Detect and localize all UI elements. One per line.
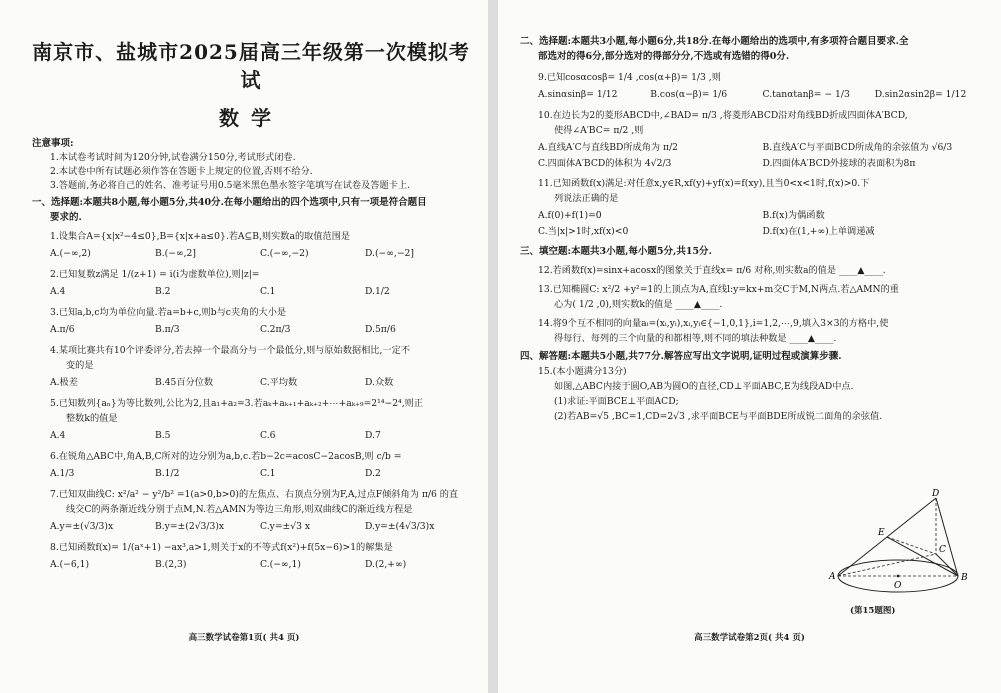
- label-e: E: [878, 528, 885, 538]
- question-7: [32, 487, 470, 534]
- question-14-cont: 得每行、每列的三个向量的和都相等,则不同的填法种数是 ____▲____.: [554, 333, 837, 344]
- question-stem-cont: 得每行、每列的三个向量的和都相等,则不同的填法种数是: [554, 333, 787, 344]
- option-c: C.平均数: [260, 377, 298, 388]
- question-stem: 2.已知复数z满足 1/(z+1) = i(i为虚数单位),则|z|=: [50, 269, 260, 280]
- option-d: D.(2,+∞): [365, 559, 407, 570]
- answer-blank-mark: ▲: [693, 299, 701, 310]
- option-d: D.f(x)在(1,+∞)上单调递减: [762, 226, 875, 237]
- exam-page-2: [498, 0, 1001, 693]
- option-b: B.直线A′C与平面BCD所成角的余弦值为 √6/3: [762, 142, 953, 153]
- option-b: B.2: [155, 286, 171, 297]
- option-b: B.cos(α−β)= 1/6: [650, 89, 728, 100]
- option-a: A.直线A′C与直线BD所成角为 π/2: [538, 142, 679, 153]
- question-stem-cont: 列说法正确的是: [554, 193, 619, 204]
- edge-be: [887, 537, 958, 576]
- question-stem: 5.已知数列{aₙ}为等比数列,公比为2,且a₁+a₂=3.若aₖ+aₖ₊₁+aₖ₊₂+⋯+aₖ₊₉=2¹⁴−2⁴,则正: [50, 398, 424, 409]
- section1-heading-cont: 要求的.: [50, 212, 82, 223]
- label-o: O: [894, 581, 902, 591]
- option-b: B.y=±(2√3/3)x: [155, 521, 225, 532]
- question-3: [32, 305, 470, 337]
- option-c: C.四面体A′BCD的体积为 4√2/3: [538, 158, 672, 169]
- notice-item: 2.本试卷中所有试题必须作答在答题卡上规定的位置,否则不给分.: [50, 166, 313, 177]
- question-11: [520, 176, 987, 240]
- question-15-part1: (1)求证:平面BCE⊥平面ACD;: [554, 396, 679, 407]
- notice-item: 3.答题前,务必将自己的姓名、准考证号用0.5毫米黑色墨水签字笔填写在试卷及答题卡上.: [50, 180, 410, 191]
- options-row: [32, 284, 470, 299]
- option-a: A.4: [50, 286, 66, 297]
- option-c: C.当|x|>1时,xf(x)<0: [538, 226, 629, 237]
- question-stem-cont: 变的是: [66, 360, 94, 371]
- question-14: 14.将9个互不相同的向量aᵢ=(xᵢ,yᵢ),xᵢ,yᵢ∈{−1,0,1},i=1,2,⋯,9,填入3×3的方格中,使: [538, 318, 889, 329]
- question-15-part2: (2)若AB=√5 ,BC=1,CD=2√3 ,求平面BCE与平面BDE所成锐二面角的余弦值.: [554, 411, 883, 422]
- question-stem: 12.若函数f(x)=sinx+acosx的图象关于直线x= π/6 对称,则实数a的值是: [538, 265, 837, 276]
- option-b: B.1/2: [155, 468, 180, 479]
- section3-heading: 三、填空题:本题共3小题,每小题5分,共15分.: [520, 246, 712, 257]
- edge-ce: [887, 537, 936, 554]
- section2-heading-cont: 部选对的得6分,部分选对的得部分分,不选或有选错的得0分.: [538, 51, 790, 62]
- options-row: [32, 519, 470, 534]
- option-a: A.y=±(√3/3)x: [50, 521, 114, 532]
- option-a: A.π/6: [50, 324, 75, 335]
- question-stem: 9.已知cosαcosβ= 1/4 ,cos(α+β)= 1/3 ,则: [538, 72, 721, 83]
- question-stem-cont: 线交C的两条渐近线分别于点M,N.若△AMN为等边三角形,则双曲线C的渐近线方程是: [66, 504, 413, 515]
- question-8: [32, 540, 470, 572]
- option-c: C.2π/3: [260, 324, 291, 335]
- options-row: [32, 246, 470, 261]
- option-c: C.(−∞,1): [260, 559, 301, 570]
- answer-blank-mark: ▲: [807, 333, 815, 344]
- option-d: D.5π/6: [365, 324, 396, 335]
- option-c: C.1: [260, 468, 276, 479]
- question-stem: 11.已知函数f(x)满足:对任意x,y∈R,xf(y)+yf(x)=f(xy),且当0<x<1时,f(x)>0.下: [538, 178, 870, 189]
- question-12: 12.若函数f(x)=sinx+acosx的图象关于直线x= π/6 对称,则实数a的值是 ____▲____.: [538, 265, 886, 276]
- option-b: B.f(x)为偶函数: [762, 210, 825, 221]
- question-2: [32, 267, 470, 299]
- question-15-stem: 如图,△ABC内接于圆O,AB为圆O的直径,CD⊥平面ABC,E为线段AD中点.: [554, 381, 854, 392]
- option-b: B.π/3: [155, 324, 180, 335]
- section1-heading: 一、选择题:本题共8小题,每小题5分,共40分.在每小题给出的四个选项中,只有一项是符合题目: [32, 197, 427, 208]
- option-d: D.(−∞,−2]: [365, 248, 414, 259]
- notice-item: 1.本试卷考试时间为120分钟,试卷满分150分,考试形式闭卷.: [50, 152, 296, 163]
- option-d: D.1/2: [365, 286, 390, 297]
- exam-title: 南京市、盐城市2025届高三年级第一次模拟考试: [32, 40, 470, 92]
- option-c: C.y=±√3 x: [260, 521, 311, 532]
- options-row: [32, 557, 470, 572]
- notice-header: 注意事项:: [32, 138, 74, 149]
- page-footer: 高三数学试卷第1页( 共4 页): [188, 633, 300, 643]
- question-1: [32, 229, 470, 261]
- options-row: [520, 87, 987, 102]
- options-row: [32, 428, 470, 443]
- question-6: [32, 449, 470, 481]
- question-stem: 7.已知双曲线C: x²/a² − y²/b² =1(a>0,b>0)的左焦点、右顶点分别为F,A,过点F倾斜角为 π/6 的直: [50, 489, 459, 500]
- figure-caption: (第15题图): [850, 606, 896, 616]
- option-a: A.1/3: [50, 468, 75, 479]
- option-a: A.f(0)+f(1)=0: [538, 210, 602, 221]
- label-d: D: [932, 489, 940, 499]
- option-b: B.(−∞,2]: [155, 248, 196, 259]
- option-d: D.7: [365, 430, 381, 441]
- question-4: [32, 343, 470, 390]
- label-b: B: [961, 573, 968, 583]
- question-stem-cont: 整数k的值是: [66, 413, 118, 424]
- option-d: D.2: [365, 468, 381, 479]
- question-stem: 3.已知a,b,c均为单位向量.若a=b+c,则b与c夹角的大小是: [50, 307, 287, 318]
- question-stem: 6.在锐角△ABC中,角A,B,C所对的边分别为a,b,c.若b−2c=acosC−2acosB,则 c/b =: [50, 451, 402, 462]
- label-c: C: [939, 545, 946, 555]
- options-row: [32, 466, 470, 481]
- question-stem: 1.设集合A={x|x²−4≤0},B={x|x+a≤0}.若A⊆B,则实数a的取值范围是: [50, 231, 351, 242]
- option-b: B.5: [155, 430, 171, 441]
- option-d: D.众数: [365, 377, 394, 388]
- question-5: [32, 396, 470, 443]
- option-a: A.4: [50, 430, 66, 441]
- option-d: D.y=±(4√3/3)x: [365, 521, 435, 532]
- q15-figure: [828, 488, 988, 618]
- options-row: [32, 375, 470, 390]
- page-footer: 高三数学试卷第2页( 共4 页): [694, 633, 805, 643]
- section4-heading: 四、解答题:本题共5小题,共77分.解答应写出文字说明,证明过程或演算步骤.: [520, 351, 842, 362]
- subject-title: 数学: [219, 106, 283, 130]
- option-b: B.45百分位数: [155, 377, 214, 388]
- option-d: D.sin2αsin2β= 1/12: [874, 89, 967, 100]
- option-c: C.1: [260, 286, 276, 297]
- question-13-cont: 心为( 1/2 ,0),则实数k的值是 ____▲____.: [554, 299, 723, 310]
- option-a: A.极差: [50, 377, 78, 388]
- option-c: C.6: [260, 430, 276, 441]
- question-10: [520, 108, 987, 172]
- section2-heading: 二、选择题:本题共3小题,每小题6分,共18分.在每小题给出的选项中,有多项符合题目要求.全: [520, 36, 909, 47]
- question-15-header: 15.(本小题满分13分): [538, 366, 627, 377]
- question-stem: 8.已知函数f(x)= 1/(aˣ+1) −ax³,a>1,则关于x的不等式f(x²)+f(5x−6)>1的解集是: [50, 542, 393, 553]
- option-a: A.(−∞,2): [50, 248, 91, 259]
- question-9: [520, 70, 987, 102]
- exam-page-1: [0, 0, 488, 693]
- question-stem: 10.在边长为2的菱形ABCD中,∠BAD= π/3 ,将菱形ABCD沿对角线BD折成四面体A′BCD,: [538, 110, 908, 121]
- options-grid: [520, 140, 987, 172]
- options-grid: [520, 208, 987, 240]
- option-b: B.(2,3): [155, 559, 187, 570]
- option-a: A.(−6,1): [50, 559, 90, 570]
- label-a: A: [829, 572, 836, 582]
- question-13: 13.已知椭圆C: x²/2 +y²=1的上顶点为A,直线l:y=kx+m交C于M,N两点.若△AMN的重: [538, 284, 899, 295]
- page-gutter: [488, 0, 498, 693]
- option-c: C.tanαtanβ= − 1/3: [762, 89, 850, 100]
- option-d: D.四面体A′BCD外接球的表面积为8π: [762, 158, 916, 169]
- options-row: [32, 322, 470, 337]
- question-stem-cont: 使得∠A′BC= π/2 ,则: [554, 125, 644, 136]
- option-a: A.sinαsinβ= 1/12: [538, 89, 618, 100]
- question-stem-cont: 心为( 1/2 ,0),则实数k的值是: [554, 299, 673, 310]
- point-o: [897, 575, 900, 578]
- answer-blank-mark: ▲: [857, 265, 865, 276]
- question-stem: 4.某项比赛共有10个评委评分,若去掉一个最高分与一个最低分,则与原始数据相比,一定不: [50, 345, 410, 356]
- option-c: C.(−∞,−2): [260, 248, 309, 259]
